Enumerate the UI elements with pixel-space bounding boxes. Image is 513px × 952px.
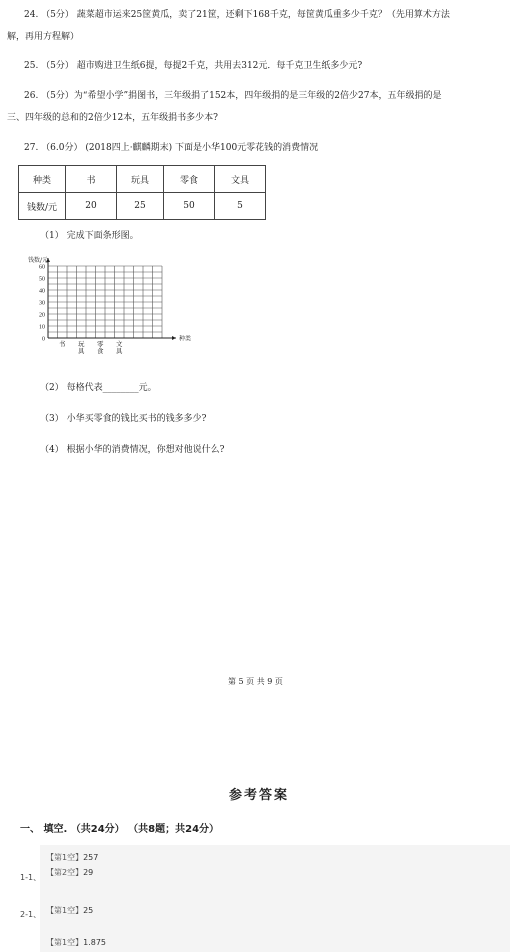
x-category-label: 食 xyxy=(97,347,104,355)
x-category-label: 玩 xyxy=(78,340,85,348)
answer-value: 29 xyxy=(83,868,94,877)
question-27: 27. （6.0分） (2018四上·麒麟期末) 下面是小华100元零花钱的消费情况 xyxy=(24,143,319,153)
expense-table xyxy=(18,165,266,220)
question-26-line2: 三、四年级的总和的2倍少12本，五年级捐书多少本? xyxy=(7,113,219,123)
answer-line xyxy=(46,937,106,948)
table-row xyxy=(19,193,266,220)
table-header-row xyxy=(19,166,266,193)
table-cell: 20 xyxy=(66,193,117,220)
answer-area xyxy=(40,845,510,952)
question-24-line2: 解，再用方程解） xyxy=(7,32,80,42)
x-category-label: 书 xyxy=(59,340,66,348)
answer-number: 2-1、 xyxy=(20,910,42,919)
x-category-label: 文 xyxy=(116,340,123,348)
table-cell: 文具 xyxy=(215,166,266,193)
sub-question-4: （4） 根据小华的消费情况，你想对他说什么? xyxy=(40,445,225,455)
table-cell: 5 xyxy=(215,193,266,220)
blank-tag: 【第2空】 xyxy=(46,868,84,877)
answers-title: 参考答案 xyxy=(229,788,290,803)
y-tick-label: 60 xyxy=(39,264,45,271)
x-axis-arrow xyxy=(172,336,176,340)
y-axis-label: 钱数/元 xyxy=(28,257,49,264)
answer-value: 257 xyxy=(83,853,99,862)
answer-value: 25 xyxy=(83,906,94,915)
y-tick-label: 30 xyxy=(39,300,45,307)
table-cell: 25 xyxy=(117,193,164,220)
y-tick-label: 20 xyxy=(39,312,45,319)
table-cell: 种类 xyxy=(19,166,66,193)
answers-section-heading: 一、 填空. （共24分） （共8题；共24分） xyxy=(20,824,220,835)
answer-number: 1-1、 xyxy=(20,873,42,882)
blank-tag: 【第1空】 xyxy=(46,906,84,915)
table-cell: 书 xyxy=(66,166,117,193)
y-tick-label: 0 xyxy=(42,336,45,343)
table-cell: 50 xyxy=(164,193,215,220)
question-25: 25. （5分） 超市购进卫生纸6提，每提2千克，共用去312元．每千克卫生纸多少元? xyxy=(24,61,363,71)
answer-line xyxy=(46,905,93,916)
y-tick-label: 40 xyxy=(39,288,45,295)
table-cell: 钱数/元 xyxy=(19,193,66,220)
bar-chart-grid xyxy=(28,254,198,364)
sub-question-2: （2） 每格代表________元。 xyxy=(40,383,157,393)
answer-line xyxy=(46,867,93,878)
answer-value: 1.875 xyxy=(83,938,106,947)
sub-question-1: （1） 完成下面条形图。 xyxy=(40,231,139,241)
table-cell: 玩具 xyxy=(117,166,164,193)
blank-tag: 【第1空】 xyxy=(46,853,84,862)
table-cell: 零食 xyxy=(164,166,215,193)
answer-line xyxy=(46,852,98,863)
question-24-line1: 24. （5分） 蔬菜超市运来25筐黄瓜，卖了21筐，还剩下168千克，每筐黄瓜重多少千克？（先用算术方法 xyxy=(24,10,450,20)
sub-question-3: （3） 小华买零食的钱比买书的钱多多少? xyxy=(40,414,207,424)
question-26-line1: 26. （5分）为“希望小学”捐图书，三年级捐了152本，四年级捐的是三年级的2倍少27本，五年级捐的是 xyxy=(24,91,442,101)
page-number: 第 5 页 共 9 页 xyxy=(228,677,283,686)
x-category-label: 具 xyxy=(116,347,123,355)
x-category-label: 零 xyxy=(97,340,104,348)
x-category-label: 具 xyxy=(78,347,85,355)
y-tick-label: 10 xyxy=(39,324,45,331)
x-axis-label: 种类 xyxy=(179,335,192,343)
blank-tag: 【第1空】 xyxy=(46,938,84,947)
y-tick-label: 50 xyxy=(39,276,45,283)
